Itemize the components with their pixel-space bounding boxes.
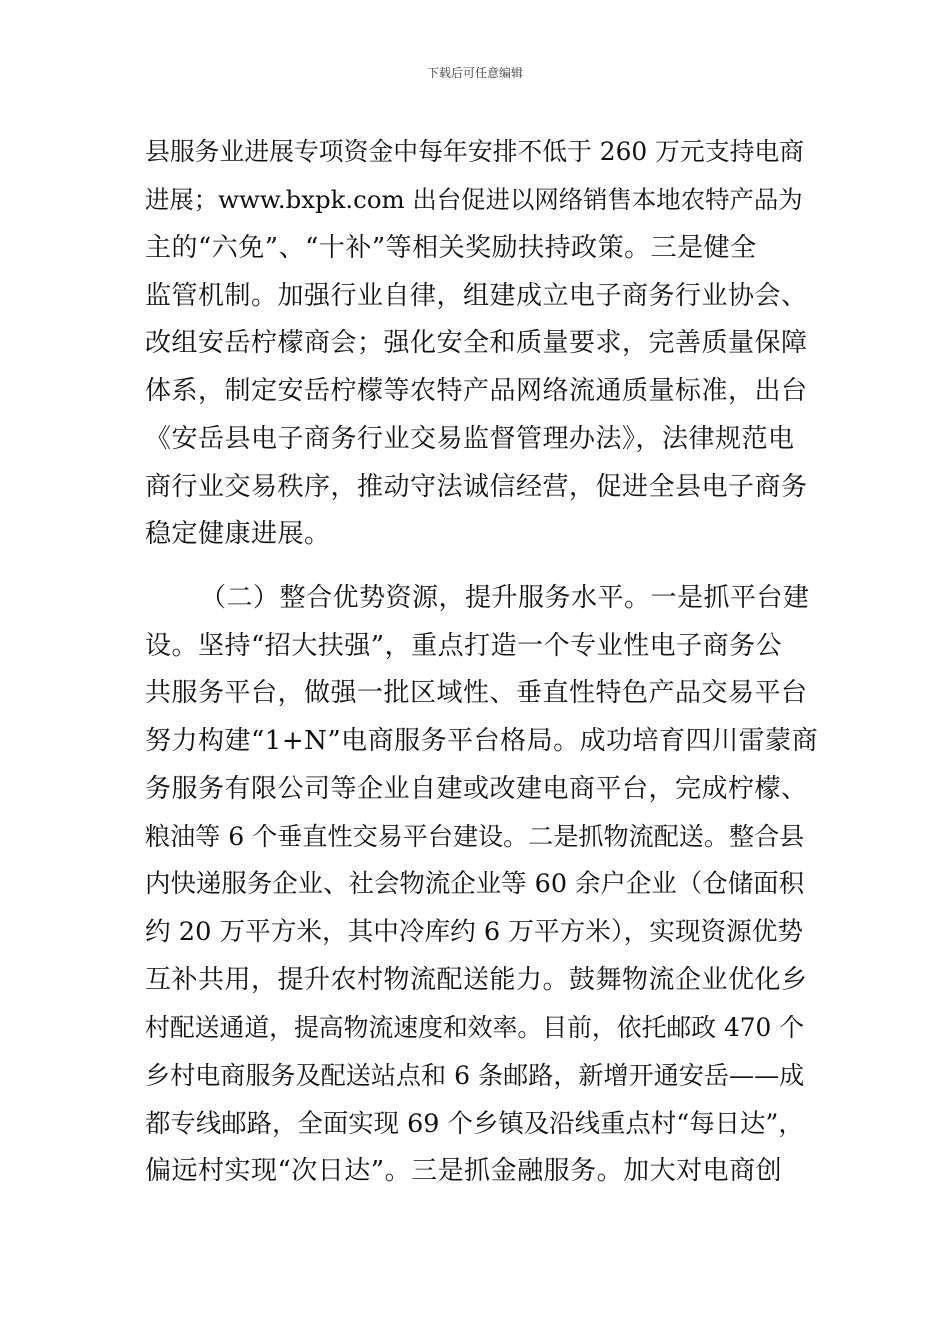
text-line: 稳定健康进展。 — [145, 519, 331, 549]
page-header: 下载后可任意编辑 — [426, 66, 523, 80]
text-line: 务服务有限公司等企业自建或改建电商平台，完成柠檬、 — [145, 774, 808, 804]
text-line: 主的“六免”、“十补”等相关奖励扶持政策。三是健全 — [145, 233, 757, 263]
text-line: 乡村电商服务及配送站点和 6 条邮路，新增开通安岳——成 — [145, 1061, 805, 1090]
text-line: 共服务平台，做强一批区域性、垂直性特色产品交易平台 — [145, 678, 808, 708]
text-line: 县服务业进展专项资金中每年安排不低于 260 万元支持电商 — [145, 137, 805, 166]
text-line: 努力构建“1+N”电商服务平台格局。成功培育四川雷蒙商 — [145, 726, 819, 756]
text-line: 约 20 万平方米，其中冷库约 6 万平方米），实现资源优势 — [145, 917, 804, 947]
text-line: 商行业交易秩序，推动守法诚信经营，促进全县电子商务 — [145, 472, 808, 502]
text-line: 都专线邮路，全面实现 69 个乡镇及沿线重点村“每日达”， — [145, 1108, 804, 1138]
paragraph-first-line: （二）整合优势资源，提升服务水平。一是抓平台建 — [200, 583, 810, 613]
text-line: 体系，制定安岳柠檬等农特产品网络流通质量标准，出台 — [145, 376, 808, 406]
text-line: 改组安岳柠檬商会；强化安全和质量要求，完善质量保障 — [145, 328, 808, 358]
text-line: 内快递服务企业、社会物流企业等 60 余户企业（仓储面积 — [145, 869, 805, 899]
text-line: 进展；www.bxpk.com 出台促进以网络销售本地农特产品为 — [145, 185, 803, 214]
text-line: 《安岳县电子商务行业交易监督管理办法》，法律规范电 — [145, 424, 795, 454]
text-line: 粮油等 6 个垂直性交易平台建设。二是抓物流配送。整合县 — [145, 822, 805, 851]
text-line: 设。坚持“招大扶强”，重点打造一个专业性电子商务公 — [145, 631, 783, 661]
text-line: 监管机制。加强行业自律，组建成立电子商务行业协会、 — [145, 281, 808, 311]
text-line: 互补共用，提升农村物流配送能力。鼓舞物流企业优化乡 — [145, 965, 808, 995]
text-line: 偏远村实现“次日达”。三是抓金融服务。加大对电商创 — [145, 1156, 783, 1186]
text-line: 村配送通道，提高物流速度和效率。目前，依托邮政 470 个 — [145, 1013, 805, 1042]
